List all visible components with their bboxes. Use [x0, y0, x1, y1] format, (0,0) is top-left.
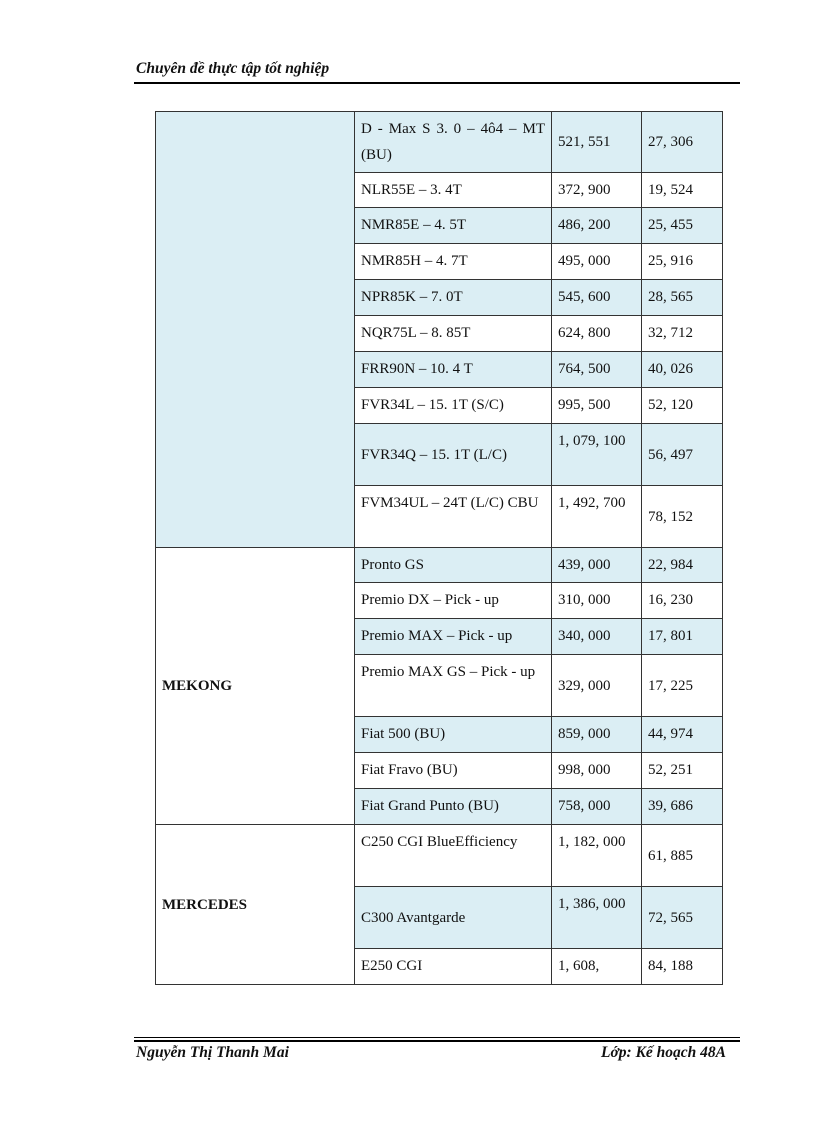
model-cell: FVR34L – 15. 1T (S/C) [355, 388, 552, 424]
price-cell: 521, 551 [552, 112, 642, 173]
model-cell: C300 Avantgarde [355, 887, 552, 949]
usd-cell: 25, 455 [642, 208, 723, 244]
price-cell: 995, 500 [552, 388, 642, 424]
usd-cell: 72, 565 [642, 887, 723, 949]
usd-cell: 28, 565 [642, 280, 723, 316]
footer-rule-thick [134, 1040, 740, 1042]
table-row [156, 112, 723, 173]
footer-class: Lớp: Kế hoạch 48A [601, 1044, 726, 1061]
usd-cell: 61, 885 [642, 825, 723, 887]
price-cell: 439, 000 [552, 548, 642, 583]
model-cell: C250 CGI BlueEfficiency [355, 825, 552, 887]
usd-cell: 56, 497 [642, 424, 723, 486]
price-cell: 764, 500 [552, 352, 642, 388]
model-cell: NLR55E – 3. 4T [355, 173, 552, 208]
price-cell: 486, 200 [552, 208, 642, 244]
price-cell: 545, 600 [552, 280, 642, 316]
price-cell: 1, 386, 000 [552, 887, 642, 949]
usd-cell: 25, 916 [642, 244, 723, 280]
usd-cell: 52, 251 [642, 753, 723, 789]
usd-cell: 27, 306 [642, 112, 723, 173]
model-cell: Premio MAX – Pick - up [355, 619, 552, 655]
table-row [156, 825, 723, 887]
usd-cell: 22, 984 [642, 548, 723, 583]
footer-rule [134, 1037, 740, 1038]
price-cell: 998, 000 [552, 753, 642, 789]
model-cell: E250 CGI [355, 949, 552, 985]
price-cell: 624, 800 [552, 316, 642, 352]
price-cell: 340, 000 [552, 619, 642, 655]
price-cell: 310, 000 [552, 583, 642, 619]
usd-cell: 78, 152 [642, 486, 723, 548]
usd-cell: 32, 712 [642, 316, 723, 352]
model-cell: NMR85H – 4. 7T [355, 244, 552, 280]
price-cell: 1, 182, 000 [552, 825, 642, 887]
model-cell: Fiat 500 (BU) [355, 717, 552, 753]
usd-cell: 16, 230 [642, 583, 723, 619]
usd-cell: 84, 188 [642, 949, 723, 985]
usd-cell: 17, 225 [642, 655, 723, 717]
model-cell: Premio MAX GS – Pick - up [355, 655, 552, 717]
model-cell: FVR34Q – 15. 1T (L/C) [355, 424, 552, 486]
brand-cell [156, 112, 355, 548]
usd-cell: 19, 524 [642, 173, 723, 208]
price-cell: 758, 000 [552, 789, 642, 825]
price-cell: 1, 492, 700 [552, 486, 642, 548]
usd-cell: 17, 801 [642, 619, 723, 655]
model-cell: D - Max S 3. 0 – 4ô4 – MT (BU) [355, 112, 552, 173]
usd-cell: 39, 686 [642, 789, 723, 825]
price-cell: 1, 608, [552, 949, 642, 985]
price-cell: 859, 000 [552, 717, 642, 753]
price-cell: 372, 900 [552, 173, 642, 208]
price-table [155, 111, 723, 985]
model-cell: NPR85K – 7. 0T [355, 280, 552, 316]
header-rule [134, 82, 740, 84]
model-cell: FRR90N – 10. 4 T [355, 352, 552, 388]
model-cell: Fiat Grand Punto (BU) [355, 789, 552, 825]
brand-cell: MEKONG [156, 548, 355, 825]
price-cell: 329, 000 [552, 655, 642, 717]
price-cell: 1, 079, 100 [552, 424, 642, 486]
page-header-title: Chuyên đề thực tập tốt nghiệp [136, 60, 330, 77]
model-cell: NQR75L – 8. 85T [355, 316, 552, 352]
brand-cell: MERCEDES [156, 825, 355, 985]
usd-cell: 44, 974 [642, 717, 723, 753]
model-cell: NMR85E – 4. 5T [355, 208, 552, 244]
usd-cell: 40, 026 [642, 352, 723, 388]
usd-cell: 52, 120 [642, 388, 723, 424]
model-cell: Fiat Fravo (BU) [355, 753, 552, 789]
footer-author: Nguyễn Thị Thanh Mai [136, 1044, 289, 1061]
table-row [156, 548, 723, 583]
model-cell: Pronto GS [355, 548, 552, 583]
model-cell: Premio DX – Pick - up [355, 583, 552, 619]
price-cell: 495, 000 [552, 244, 642, 280]
model-cell: FVM34UL – 24T (L/C) CBU [355, 486, 552, 548]
